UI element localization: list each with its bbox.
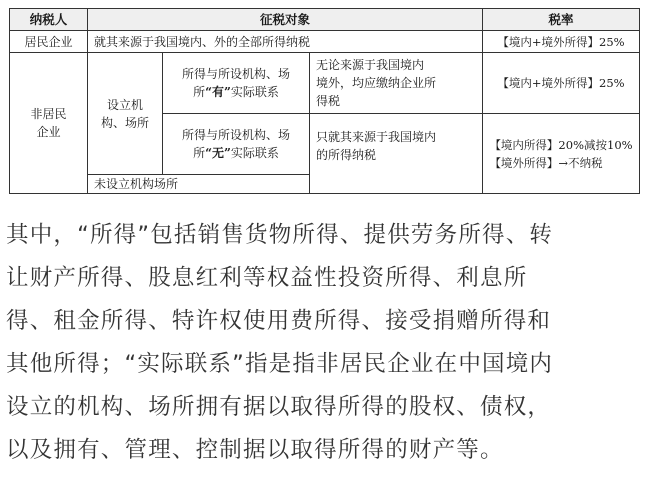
resident-rate-cell [482, 30, 640, 53]
header-payer [9, 8, 88, 31]
resident-label: 居民企业 [24, 34, 73, 49]
paragraph-line: 设立的机构、场所拥有据以取得所得的股权、债权， [6, 394, 552, 420]
resident-rate: 【境内+境外所得】25% [497, 34, 625, 49]
paragraph-line: 其他所得；“实际联系”指是指非居民企业在中国境内 [6, 351, 554, 377]
source-only-object-cell [309, 113, 483, 194]
header-object-text: 征税对象 [259, 11, 310, 27]
source-only-rate-line2: 【境外所得】→不纳税 [489, 155, 603, 170]
connected-object-line2: 境外，均应缴纳企业所 [316, 76, 437, 90]
source-only-rate-line1: 【境内所得】20%减按10% [489, 137, 633, 152]
header-object [87, 8, 483, 31]
source-only-object-line1: 只就其来源于我国境内 [316, 130, 437, 144]
not-connected-desc-post: 实际联系 [230, 146, 279, 160]
connected-object-cell [309, 52, 483, 114]
connected-desc-cell [162, 52, 310, 114]
paragraph-line: 其中，“所得”包括销售货物所得、提供劳务所得、转 [6, 222, 554, 248]
with-place-label-line2: 构、场所 [100, 115, 149, 130]
connected-object-line3: 得税 [316, 94, 341, 108]
connected-desc-pre: 所 [193, 85, 206, 99]
with-place-label-cell [87, 52, 163, 175]
source-only-object-line2: 的所得纳税 [316, 148, 377, 162]
no-place-label: 未设立机构场所 [94, 177, 179, 191]
paragraph-line: 以及拥有、管理、控制据以取得所得的财产等。 [6, 437, 504, 463]
not-connected-desc-line1: 所得与所设机构、场 [181, 128, 290, 142]
nonresident-label-cell [9, 52, 88, 194]
source-only-rate-cell [482, 113, 640, 194]
resident-object: 就其来源于我国境内、外的全部所得纳税 [94, 34, 311, 49]
not-connected-desc-pre: 所 [193, 146, 206, 160]
no-place-label-cell [87, 174, 310, 194]
tax-table [9, 8, 640, 194]
header-rate-text: 税率 [548, 11, 574, 27]
not-connected-desc-cell [162, 113, 310, 175]
header-payer-text: 纳税人 [29, 11, 68, 27]
connected-rate: 【境内+境外所得】25% [497, 76, 625, 90]
explanation-paragraph [6, 214, 644, 472]
connected-rate-cell [482, 52, 640, 114]
not-connected-desc-quote: “无” [205, 146, 231, 160]
connected-object-line1: 无论来源于我国境内 [316, 58, 425, 72]
connected-desc-line1: 所得与所设机构、场 [181, 67, 290, 81]
resident-label-cell [9, 30, 88, 53]
nonresident-label-line2: 企业 [36, 125, 61, 139]
connected-desc-post: 实际联系 [230, 85, 279, 99]
nonresident-label-line1: 非居民 [30, 107, 67, 121]
resident-object-cell [87, 30, 483, 53]
not-connected-desc-line2 [182, 144, 290, 162]
header-rate [482, 8, 640, 31]
paragraph-line: 让财产所得、股息红利等权益性投资所得、利息所 [6, 265, 528, 291]
paragraph-line: 得、租金所得、特许权使用费所得、接受捐赠所得和 [6, 308, 552, 334]
connected-desc-quote: “有” [205, 85, 231, 99]
connected-desc-line2 [182, 83, 290, 101]
with-place-label-line1: 设立机 [106, 97, 143, 112]
